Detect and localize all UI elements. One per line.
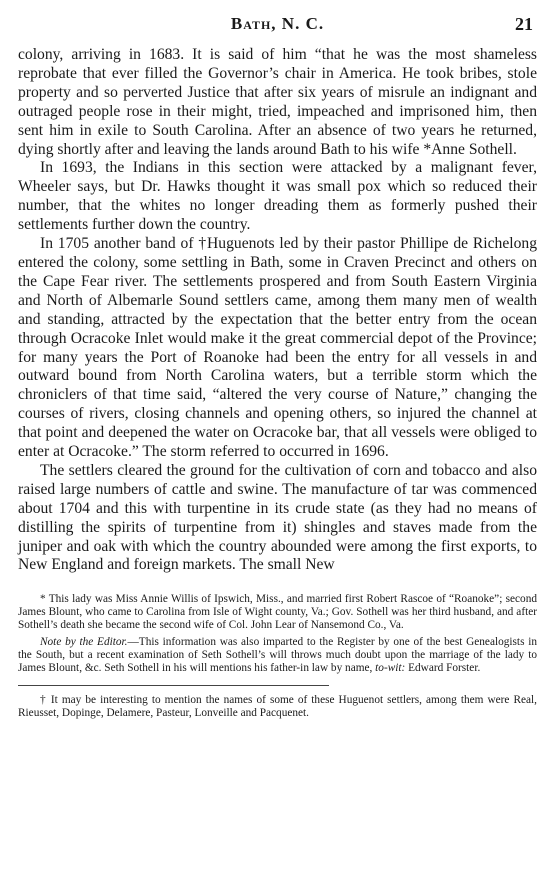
paragraph: In 1705 another band of †Huguenots led by their pastor Phillipe de Richelong entered the colony, some settling in Bath, some in Craven Precinct and others on the Cape Fear river. The settlements prospered and from South Eastern Virginia and North of Albemarle Sound settlers came, among them many men of wealth and standing, attracted by the expectation that the better entry from the ocean through Ocracoke Inlet would make it the great commercial depot of the Province; for many years the Port of Roanoke had been the entry for all vessels in and outward bound from North Carolina waters, but a terrible storm which the chroniclers of that time said, “altered the very course of Nature,” changing the courses of rivers, closing channels and opening others, so injured the channel at that point and deepened the water on Ocracoke bar, that all vessels were obliged to enter at Ocracoke.” The storm referred to occurred in 1696. <box>18 235 537 461</box>
editor-note-label: Note by the Editor. <box>40 636 128 649</box>
running-title: Bath, N. C. <box>230 14 325 33</box>
page-header <box>18 10 537 46</box>
editor-note-name: Edward Forster. <box>408 662 481 675</box>
editor-note-to-wit: to-wit: <box>375 662 406 675</box>
editor-note <box>18 636 537 675</box>
paragraph: The settlers cleared the ground for the cultivation of corn and tobacco and also raised large numbers of cattle and swine. The manufacture of tar was commenced about 1704 and this with turpentine in its crude state (as they had no means of distilling the spirits of turpentine from it) shingles and staves made from the juniper and oak with which the country abounded were among the first exports, to New England and foreign markets. The small New <box>18 461 537 574</box>
footnote-huguenots: † It may be interesting to mention the names of some of these Huguenot settlers, among them were Real, Rieusset, Dopinge, Delamere, Pasteur, Lonveille and Pacquenet. <box>18 694 537 720</box>
body-text <box>18 46 537 575</box>
paragraph: colony, arriving in 1683. It is said of him “that he was the most shameless reprobate that ever filled the Governor’s chair in America. He took bribes, stole property and so perverted Justice that after six years of misrule an indignant and outraged people rose in their might, tried, impeached and imprisoned him, then sent him in exile to South Carolina. After an absence of two years he returned, dying shortly after and leaving the lands around Bath to his wife *Anne Sothell. <box>18 46 537 158</box>
footnote-anne-sothell: * This lady was Miss Annie Willis of Ipswich, Miss., and married first Robert Rascoe of “Roanoke”; second James Blount, who came to Carolina from Isle of Wight county, Va.; Gov. Sothell was her third husband, and after Sothell’s death she became the second wife of Col. John Lear of Nansemond Co., Va. <box>18 593 537 632</box>
page-number: 21 <box>515 14 533 34</box>
editor-note-text: —This information was also imparted to the Register by one of the best Genealogists in the South, but a recent examination of Seth Sothell’s will throws much doubt upon the marriage of the lady to James Blount, &c. Seth Sothell in his will mentions his father-in law by name, <box>18 636 537 675</box>
paragraph: In 1693, the Indians in this section were attacked by a malignant fever, Wheeler says, but Dr. Hawks thought it was small pox which so reduced their number, that the whites no longer dreading them as formerly pushed their settlements further down the country. <box>18 159 537 234</box>
footnotes <box>18 593 537 720</box>
footnote-divider <box>18 685 329 686</box>
